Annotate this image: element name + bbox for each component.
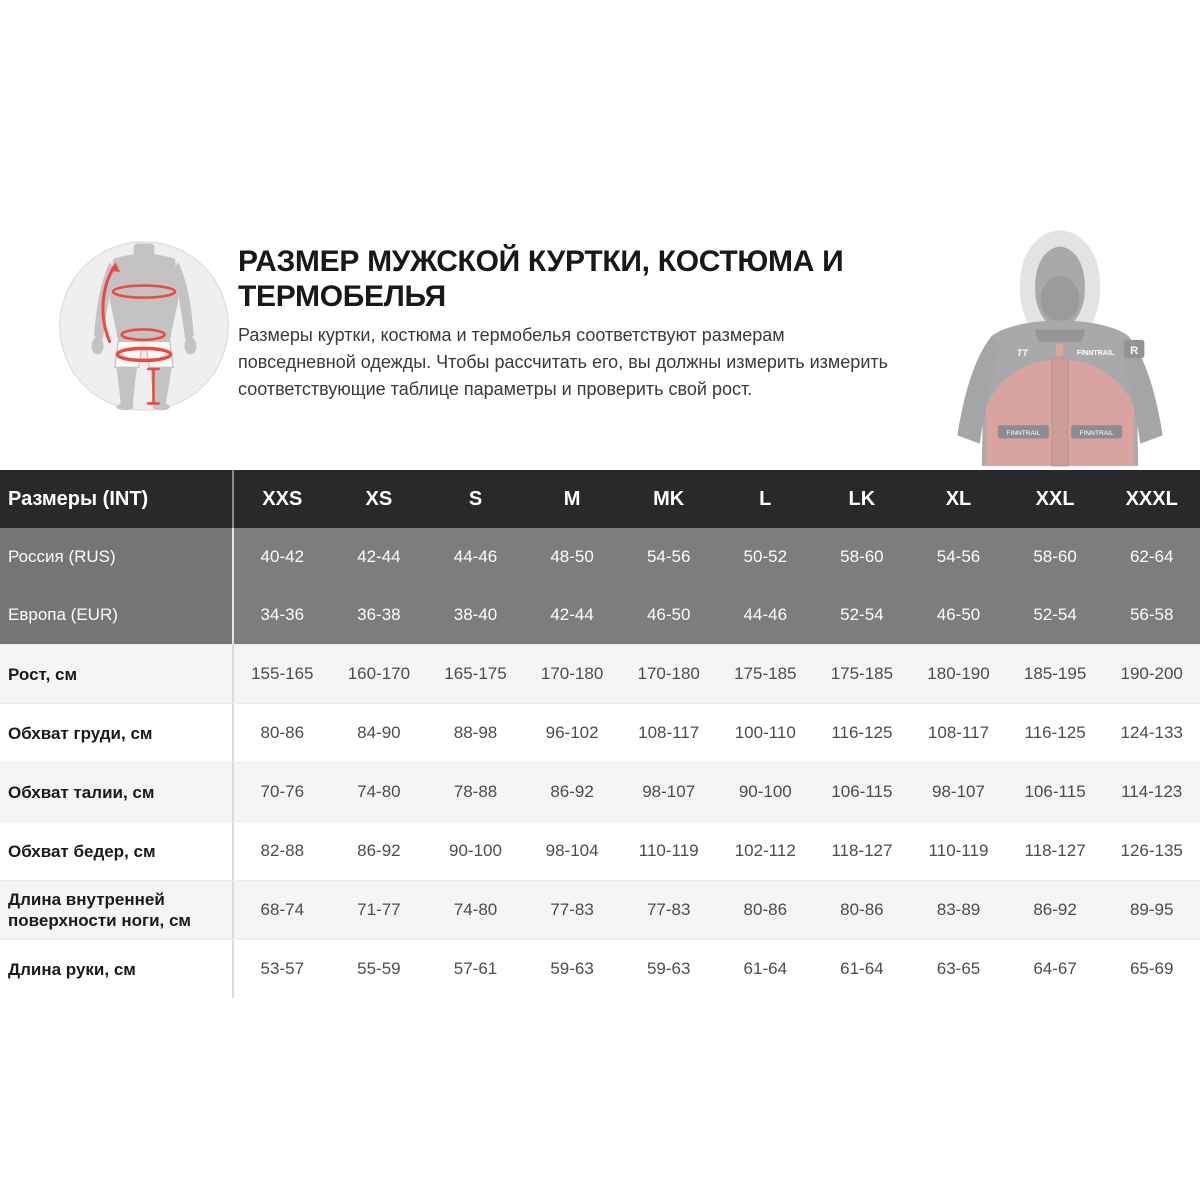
size-value: 170-180: [637, 664, 700, 683]
size-value: 100-110: [734, 723, 796, 742]
table-row: [0, 939, 1200, 998]
column-header-lk: LK: [848, 487, 876, 510]
size-value: 98-107: [932, 782, 985, 801]
size-value: 160-170: [347, 664, 411, 683]
size-value: 48-50: [550, 547, 594, 566]
size-value: 55-59: [357, 959, 401, 978]
size-value: 110-119: [928, 841, 989, 860]
size-value: 52-54: [840, 605, 884, 624]
size-value: 80-86: [743, 900, 788, 919]
table-row: [0, 586, 1200, 644]
size-value: 80-86: [840, 900, 884, 919]
size-value: 114-123: [1121, 782, 1183, 801]
size-value: 42-44: [550, 605, 594, 624]
size-value: 59-63: [550, 959, 594, 978]
column-header-xxxl: XXXL: [1125, 487, 1178, 510]
size-value: 180-190: [927, 664, 990, 683]
size-value: 175-185: [830, 664, 894, 683]
table-row: [0, 528, 1200, 586]
size-value: 190-200: [1120, 664, 1183, 683]
column-header-l: L: [759, 487, 772, 510]
size-value: 89-95: [1129, 900, 1174, 919]
size-value: 46-50: [646, 605, 691, 624]
size-value: 88-98: [453, 723, 498, 742]
size-value: 90-100: [738, 782, 792, 801]
chest-brand-text: FINNTRAIL: [1076, 349, 1115, 358]
size-value: 170-180: [540, 664, 604, 683]
table-corner-label: Размеры (INT): [0, 470, 234, 528]
size-value: 36-38: [357, 605, 401, 624]
table-row: [0, 644, 1200, 703]
size-value: 64-67: [1033, 959, 1077, 978]
size-value: 68-74: [260, 900, 305, 919]
size-value: 98-107: [642, 782, 696, 801]
size-value: 61-64: [743, 959, 788, 978]
size-value: 70-76: [260, 782, 305, 801]
size-value: 96-102: [545, 723, 599, 742]
column-header-m: M: [563, 487, 581, 510]
table-row: [0, 880, 1200, 939]
size-value: 44-46: [453, 547, 498, 566]
hooded-jacket-illustration: [932, 226, 1188, 470]
row-label: Рост, см: [0, 645, 234, 703]
size-table: [0, 470, 1200, 998]
size-value: 54-56: [646, 547, 691, 566]
body-measurement-diagram: [58, 240, 230, 412]
left-strap-brand-text: FINNTRAIL: [1006, 429, 1041, 437]
size-value: 46-50: [936, 605, 981, 624]
size-value: 106-115: [1024, 782, 1086, 801]
size-value: 108-117: [927, 723, 990, 742]
row-label: Россия (RUS): [0, 528, 234, 586]
size-value: 86-92: [550, 782, 594, 801]
size-value: 77-83: [550, 900, 594, 919]
size-value: 78-88: [453, 782, 498, 801]
column-header-xxs: XXS: [262, 487, 303, 510]
size-value: 74-80: [357, 782, 401, 801]
size-value: 61-64: [840, 959, 884, 978]
size-value: 185-195: [1023, 664, 1087, 683]
row-label: Обхват талии, см: [0, 763, 234, 821]
size-value: 58-60: [1033, 547, 1077, 566]
size-value: 86-92: [357, 841, 401, 860]
right-strap-brand-text: FINNTRAIL: [1079, 429, 1114, 437]
size-value: 50-52: [743, 547, 788, 566]
size-value: 83-89: [936, 900, 981, 919]
row-label: Длина руки, см: [0, 940, 234, 998]
jacket-collar: [1035, 330, 1086, 342]
column-header-mk: MK: [653, 487, 685, 510]
page-description: Размеры куртки, костюма и термобелья соответствуют размерам повседневной одежды. Чтобы рассчитать его, вы должны измерить измерить соответствующие таблице параметры и проверить свой рост.: [238, 325, 888, 399]
chest-emblem: TT: [1016, 348, 1028, 359]
size-value: 175-185: [734, 664, 797, 683]
shoulder-patch-letter: R: [1130, 345, 1139, 358]
column-header-xl: XL: [945, 487, 972, 510]
size-value: 90-100: [449, 841, 502, 860]
size-value: 116-125: [831, 723, 893, 742]
size-value: 84-90: [357, 723, 401, 742]
size-value: 155-165: [251, 664, 314, 683]
size-value: 118-127: [1024, 841, 1086, 860]
table-row: [0, 703, 1200, 762]
size-value: 52-54: [1033, 605, 1077, 624]
row-label: Длина внутренней поверхности ноги, см: [0, 881, 234, 939]
size-value: 124-133: [1120, 723, 1183, 742]
size-value: 80-86: [260, 723, 305, 742]
product-photo: [932, 226, 1188, 470]
hood-shadow: [1041, 276, 1080, 323]
row-label: Европа (EUR): [0, 586, 234, 644]
size-value: 116-125: [1024, 723, 1086, 742]
size-value: 65-69: [1129, 959, 1174, 978]
size-value: 86-92: [1033, 900, 1077, 919]
size-value: 74-80: [453, 900, 498, 919]
size-value: 71-77: [357, 900, 401, 919]
size-value: 38-40: [453, 605, 498, 624]
page-title: РАЗМЕР МУЖСКОЙ КУРТКИ, КОСТЮМА И ТЕРМОБЕЛЬЯ: [238, 245, 844, 313]
column-header-s: S: [468, 487, 483, 510]
column-header-xxl: XXL: [1035, 487, 1075, 510]
size-value: 98-104: [545, 841, 599, 860]
zipper-pull: [1056, 344, 1063, 356]
size-value: 108-117: [638, 723, 700, 742]
size-value: 59-63: [646, 959, 691, 978]
size-value: 77-83: [646, 900, 691, 919]
table-header-row: [0, 470, 1200, 528]
size-value: 58-60: [840, 547, 884, 566]
table-row: [0, 762, 1200, 821]
size-value: 44-46: [743, 605, 788, 624]
size-value: 62-64: [1129, 547, 1174, 566]
jacket-zipper-placket: [1052, 358, 1068, 466]
size-value: 54-56: [936, 547, 981, 566]
size-value: 53-57: [260, 959, 305, 978]
row-label: Обхват груди, см: [0, 704, 234, 762]
body-measurement-illustration: [58, 240, 230, 412]
column-header-xs: XS: [365, 487, 393, 510]
row-label: Обхват бедер, см: [0, 822, 234, 880]
size-value: 165-175: [444, 664, 507, 683]
size-value: 126-135: [1120, 841, 1183, 860]
size-value: 102-112: [734, 841, 796, 860]
size-value: 118-127: [831, 841, 893, 860]
table-row: [0, 821, 1200, 880]
size-value: 56-58: [1129, 605, 1174, 624]
size-value: 57-61: [453, 959, 498, 978]
size-value: 34-36: [260, 605, 305, 624]
size-value: 42-44: [357, 547, 401, 566]
size-value: 40-42: [260, 547, 305, 566]
size-value: 63-65: [936, 959, 981, 978]
size-value: 106-115: [831, 782, 893, 801]
size-value: 110-119: [638, 841, 699, 860]
size-value: 82-88: [260, 841, 305, 860]
